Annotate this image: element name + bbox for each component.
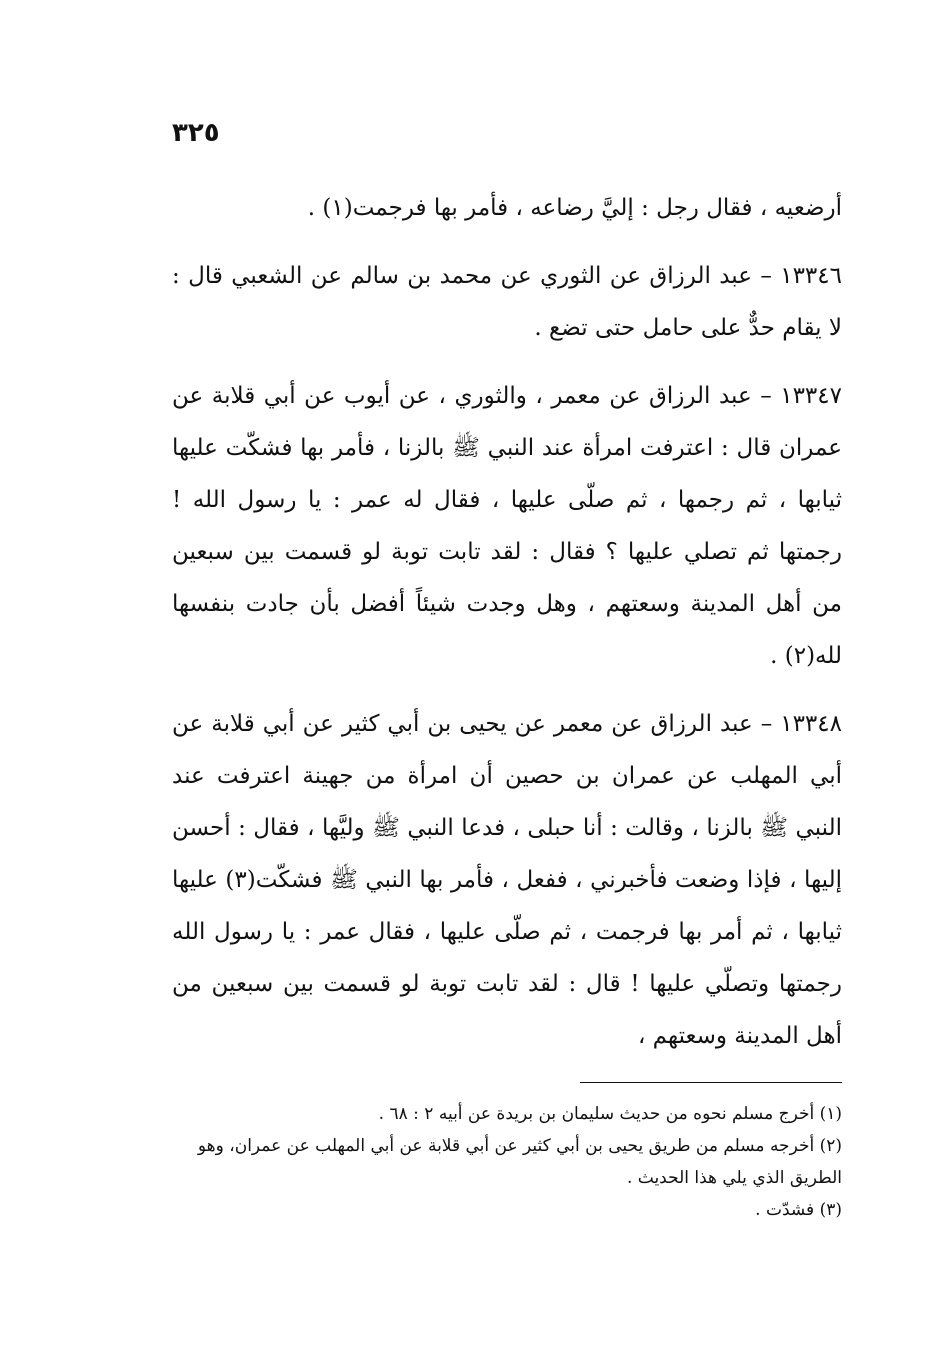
footnote-1: (١) أخرج مسلم نحوه من حديث سليمان بن بريدة عن أبيه ٢ : ٦٨ .: [378, 1104, 842, 1124]
page-number: ٣٢٥: [172, 118, 220, 148]
footnote-3: (٣) فشدّت .: [755, 1200, 842, 1220]
main-text: [172, 182, 842, 1078]
footnote-2: (٢) أخرجه مسلم من طريق يحيى بن أبي كثير عن أبي قلابة عن أبي المهلب عن عمران، وهو الطريق الذي يلي هذا الحديث .: [197, 1136, 842, 1188]
footnotes: [172, 1098, 842, 1226]
paragraph-text: ١٣٣٤٨ – عبد الرزاق عن معمر عن يحيى بن أبي كثير عن أبي قلابة عن أبي المهلب عن عمران بن حصين أن امرأة من جهينة اعترفت عند النبي ﷺ بالزنا ، وقالت : أنا حبلى ، فدعا النبي ﷺ وليَّها ، فقال : أحسن إليها ، فإذا وضعت فأخبرني ، ففعل ، فأمر بها النبي ﷺ فشكّت(٣) عليها ثيابها ، ثم أمر بها فرجمت ، ثم صلّى عليها ، فقال عمر : يا رسول الله رجمتها وتصلّي عليها ! قال : لقد تابت توبة لو قسمت بين سبعين من أهل المدينة وسعتهم ،: [172, 711, 843, 1049]
paragraph-text: ١٣٣٤٦ – عبد الرزاق عن الثوري عن محمد بن سالم عن الشعبي قال : لا يقام حدٌّ على حامل حتى تضع .: [172, 263, 842, 341]
hadith-13348: [172, 698, 842, 1062]
hadith-13346: [172, 250, 842, 354]
paragraph-continuation: [172, 182, 842, 234]
footnote-divider: [580, 1082, 842, 1083]
paragraph-text: أرضعيه ، فقال رجل : إليَّ رضاعه ، فأمر بها فرجمت(١) .: [307, 195, 842, 221]
hadith-13347: [172, 370, 842, 682]
paragraph-text: ١٣٣٤٧ – عبد الرزاق عن معمر ، والثوري ، عن أيوب عن أبي قلابة عن عمران قال : اعترفت امرأة عند النبي ﷺ بالزنا ، فأمر بها فشكّت عليها ثيابها ، ثم رجمها ، ثم صلّى عليها ، فقال له عمر : يا رسول الله ! رجمتها ثم تصلي عليها ؟ فقال : لقد تابت توبة لو قسمت بين سبعين من أهل المدينة وسعتهم ، وهل وجدت شيئاً أفضل بأن جادت بنفسها لله(٢) .: [172, 383, 842, 669]
